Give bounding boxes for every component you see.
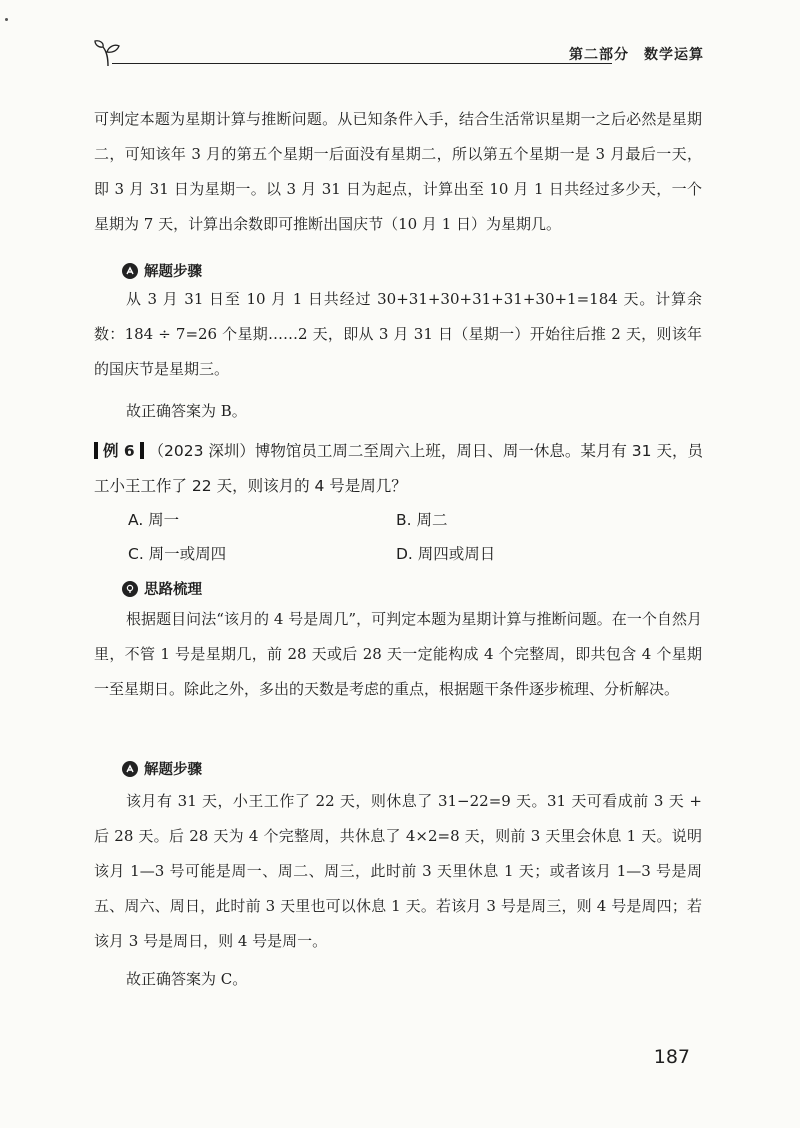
steps-text: 从 3 月 31 日至 10 月 1 日共经过 30+31+30+31+31+30+1=184 天。计算余数：184 ÷ 7=26 个星期……2 天，即从 3 月 31 日（星期一）开始往后推 2 天，则该年的国庆节是星期三。 — [94, 290, 702, 378]
steps-icon — [122, 263, 138, 279]
lightbulb-icon — [122, 581, 138, 597]
option-b[interactable]: B. 周二 — [396, 511, 448, 529]
label-bar-icon — [94, 442, 98, 459]
answer-1 — [94, 394, 702, 429]
sprout-icon — [92, 38, 126, 70]
steps-paragraph-2 — [94, 784, 702, 959]
section-title: 第二部分 数学运算 — [569, 47, 704, 63]
scan-speck — [5, 18, 8, 21]
page-number: 187 — [653, 1046, 690, 1068]
page-header — [92, 38, 704, 74]
analysis-text: 可判定本题为星期计算与推断问题。从已知条件入手，结合生活常识星期一之后必然是星期二，可知该年 3 月的第五个星期一后面没有星期二，所以第五个星期一是 3 月最后一天，即 3 月 31 日为星期一。以 3 月 31 日为起点，计算出至 10 月 1 日共经过多少天，一个星期为 7 天，计算出余数即可推断出国庆节（10 月 1 日）为星期几。 — [94, 110, 702, 233]
idea-heading — [122, 578, 202, 599]
idea-text: 根据题目问法“该月的 4 号是周几”，可判定本题为星期计算与推断问题。在一个自然月里，不管 1 号是星期几，前 28 天或后 28 天一定能构成 4 个完整周，即共包含 4 个星期一至星期日。除此之外，多出的天数是考虑的重点，根据题干条件逐步梳理、分析解决。 — [94, 610, 702, 698]
analysis-paragraph — [94, 102, 702, 242]
example-label: 例 6 — [102, 442, 135, 460]
steps-heading-label: 解题步骤 — [144, 264, 202, 280]
steps-icon — [122, 761, 138, 777]
header-rule — [112, 63, 612, 64]
steps-heading-label: 解题步骤 — [144, 762, 202, 778]
answer-2 — [94, 962, 702, 997]
label-bar-icon — [140, 442, 144, 459]
answer-text: 故正确答案为 C。 — [126, 970, 248, 988]
option-c[interactable]: C. 周一或周四 — [128, 545, 227, 563]
option-d[interactable]: D. 周四或周日 — [396, 545, 496, 563]
steps-text: 该月有 31 天，小王工作了 22 天，则休息了 31−22=9 天。31 天可看成前 3 天 + 后 28 天。后 28 天为 4 个完整周，共休息了 4×2=8 天，则前 3 天里会休息 1 天。说明该月 1—3 号可能是周一、周二、周三，此时前 3 天里休息 1 天；或者该月 1—3 号是周五、周六、周日，此时前 3 天里也可以休息 1 天。若该月 3 号是周三，则 4 号是周四；若该月 3 号是周日，则 4 号是周一。 — [94, 792, 702, 950]
idea-heading-label: 思路梳理 — [144, 582, 202, 598]
answer-text: 故正确答案为 B。 — [126, 402, 247, 420]
example-question — [94, 434, 704, 504]
steps-heading-2 — [122, 758, 202, 779]
question-text: （2023 深圳）博物馆员工周二至周六上班，周日、周一休息。某月有 31 天，员工小王工作了 22 天，则该月的 4 号是周几？ — [94, 442, 703, 495]
steps-paragraph-1 — [94, 282, 702, 387]
option-a[interactable]: A. 周一 — [128, 511, 180, 529]
steps-heading-1 — [122, 260, 202, 281]
idea-paragraph — [94, 602, 702, 707]
